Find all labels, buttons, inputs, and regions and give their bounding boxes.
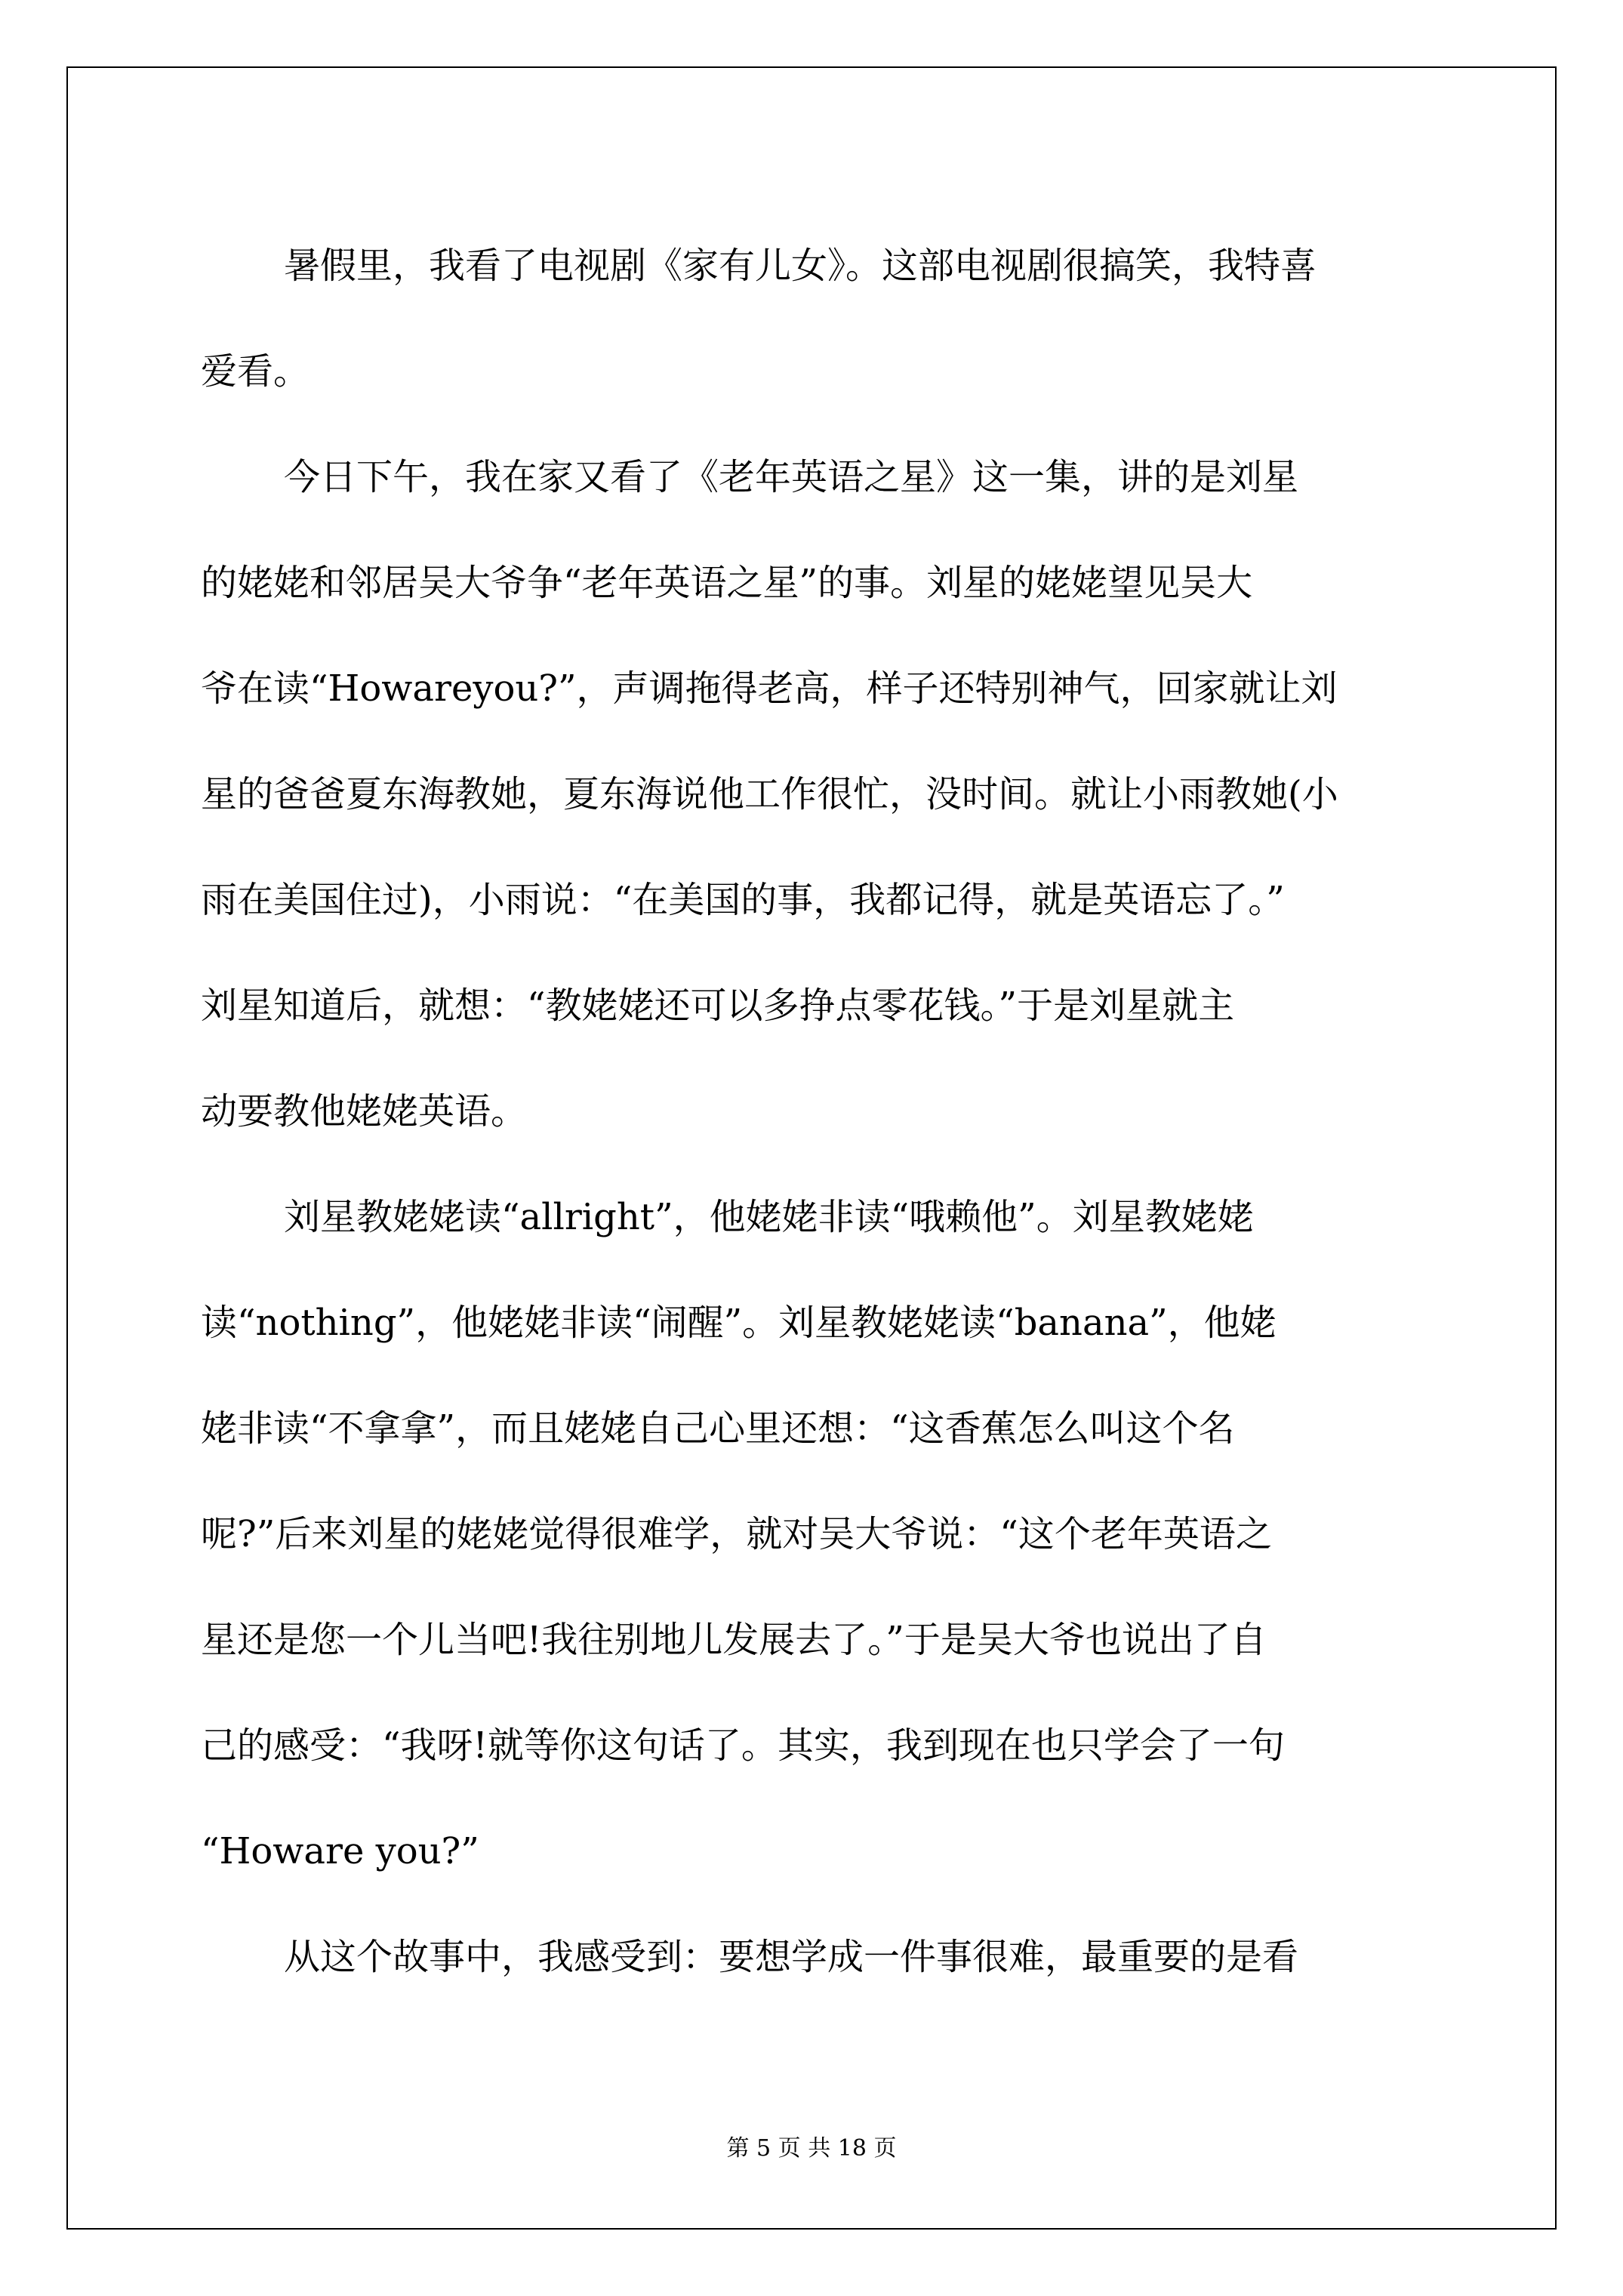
text-line: 刘星教姥姥读“allright”，他姥姥非读“哦赖他”。刘星教姥姥 xyxy=(284,1196,1254,1238)
text-line: 刘星知道后，就想：“教姥姥还可以多挣点零花钱。”于是刘星就主 xyxy=(201,985,1235,1027)
document-body xyxy=(201,213,1454,2010)
page-number-footer: 第 5 页 共 18 页 xyxy=(726,2135,897,2162)
text-line: 雨在美国住过)，小雨说：“在美国的事，我都记得，就是英语忘了。” xyxy=(201,879,1285,921)
text-line: 星的爸爸夏东海教她，夏东海说他工作很忙，没时间。就让小雨教她(小 xyxy=(201,773,1338,815)
text-line: 今日下午，我在家又看了《老年英语之星》这一集，讲的是刘星 xyxy=(284,456,1299,498)
text-line: 星还是您一个儿当吧!我往别地儿发展去了。”于是吴大爷也说出了自 xyxy=(201,1619,1267,1661)
text-line: 呢?”后来刘星的姥姥觉得很难学，就对吴大爷说：“这个老年英语之 xyxy=(201,1513,1272,1555)
text-line: “Howare you?” xyxy=(201,1830,479,1872)
text-line: 动要教他姥姥英语。 xyxy=(201,1090,528,1133)
text-line: 己的感受：“我呀!就等你这句话了。其实，我到现在也只学会了一句 xyxy=(201,1724,1285,1767)
text-line: 姥非读“不拿拿”，而且姥姥自己心里还想：“这香蕉怎么叫这个名 xyxy=(201,1407,1235,1450)
text-line: 读“nothing”，他姥姥非读“闹醒”。刘星教姥姥读“banana”，他姥 xyxy=(201,1302,1277,1344)
text-line: 爱看。 xyxy=(201,350,310,393)
text-line: 从这个故事中，我感受到：要想学成一件事很难，最重要的是看 xyxy=(284,1936,1299,1978)
text-line: 暑假里，我看了电视剧《家有儿女》。这部电视剧很搞笑，我特喜 xyxy=(284,245,1317,287)
text-line: 爷在读“Howareyou?”，声调拖得老高，样子还特别神气，回家就让刘 xyxy=(201,667,1338,710)
text-line: 的姥姥和邻居吴大爷争“老年英语之星”的事。刘星的姥姥望见吴大 xyxy=(201,562,1253,604)
